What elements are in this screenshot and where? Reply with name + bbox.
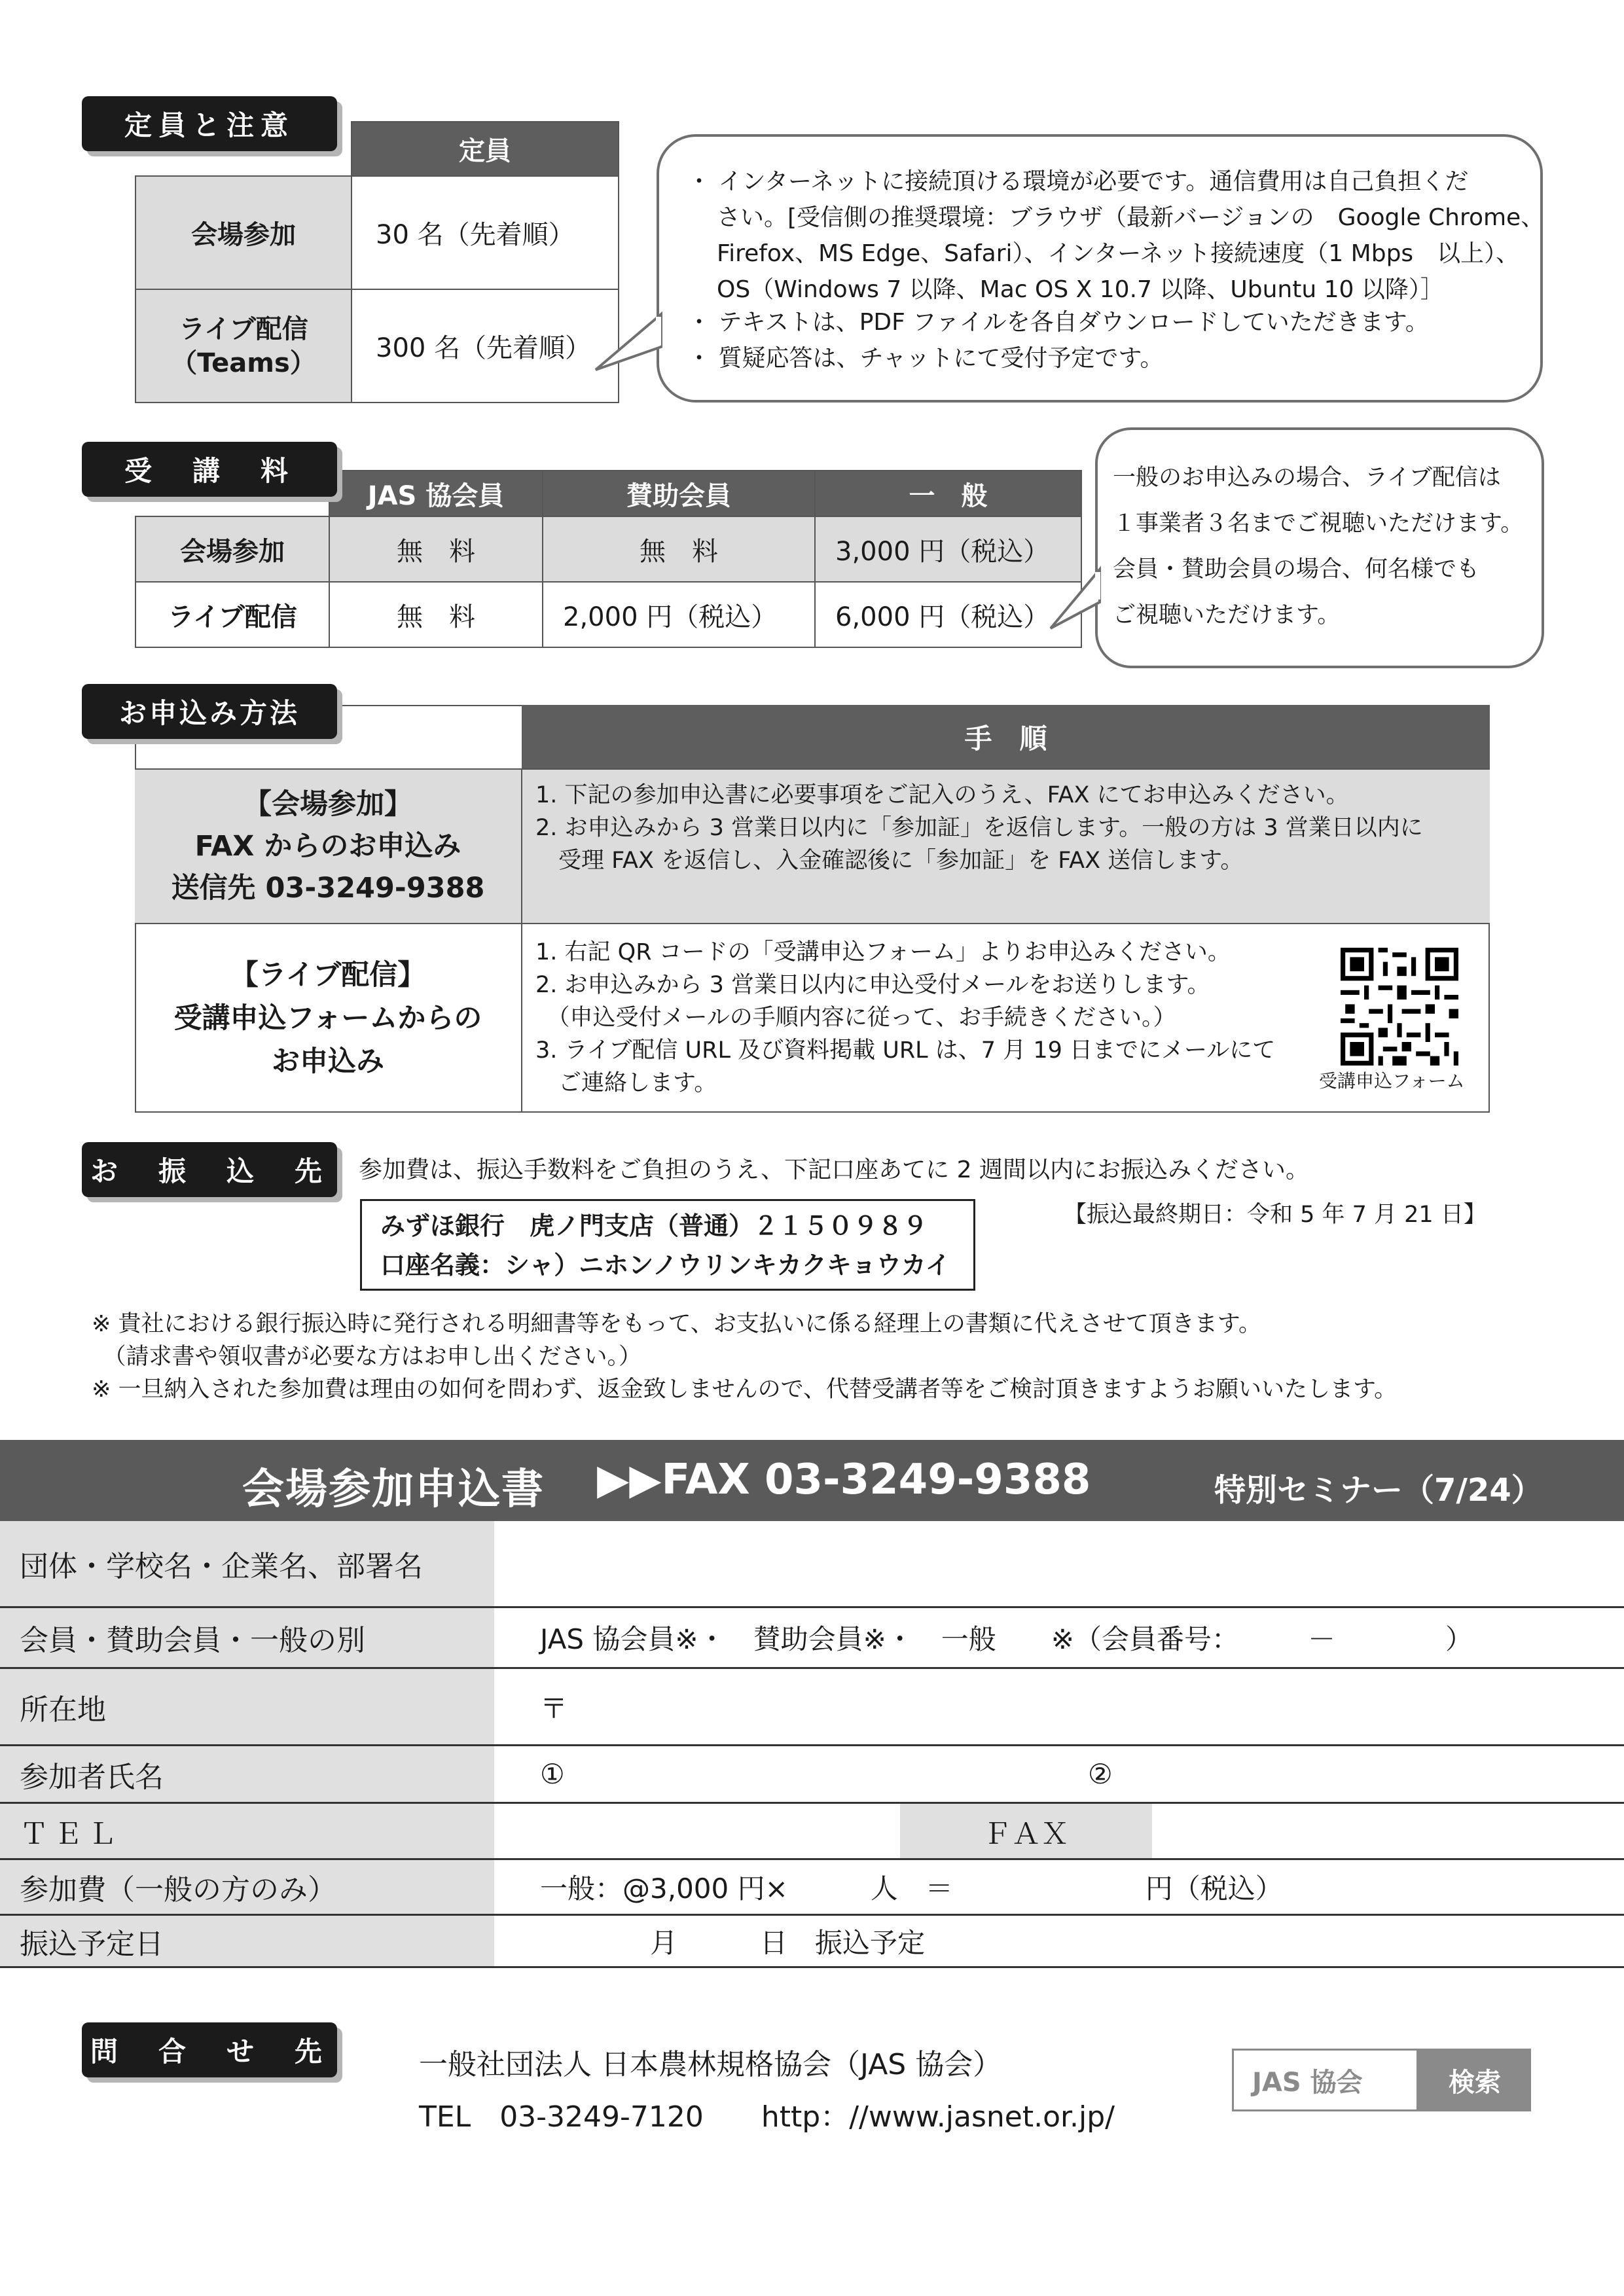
form-row-label: 会員・賛助会員・一般の別 [0, 1608, 494, 1667]
apply-step: ご連絡します。 [535, 1070, 717, 1096]
apply-step: （申込受付メールの手順内容に従って、お手続きください。） [535, 1005, 1176, 1031]
form-row-label: 団体・学校名・企業名、部署名 [0, 1521, 494, 1606]
participant-name-field[interactable]: ① [540, 1758, 565, 1790]
apply-step: 1. 下記の参加申込書に必要事項をご記入のうえ、FAX にてお申込みください。 [535, 782, 1349, 808]
capacity-note: さい。[受信側の推奨環境：ブラウザ（最新バージョンの Google Chrome、 [717, 204, 1545, 231]
apply-step: 2. お申込みから 3 営業日以内に「参加証」を返信します。一般の方は 3 営業日以内に [535, 815, 1423, 841]
apply-step: 3. ライブ配信 URL 及び資料掲載 URL は、7 月 19 日までにメールにて [535, 1037, 1276, 1064]
capacity-row-name: 会場参加 [135, 176, 352, 289]
form-row-label: 所在地 [0, 1669, 494, 1744]
fee-note: ご視聴いただけます。 [1113, 602, 1341, 628]
form-table [0, 1521, 1624, 1966]
search-button[interactable]: 検索 [1418, 2049, 1531, 2111]
form-row-label: ＴＥＬ [0, 1804, 494, 1858]
capacity-note: ・ テキストは、PDF ファイルを各自ダウンロードしていただきます。 [687, 309, 1429, 336]
capacity-note: OS（Windows 7 以降、Mac OS X 10.7 以降、Ubuntu 10 以降）］ [717, 276, 1444, 303]
form-row-label: 振込予定日 [0, 1916, 494, 1966]
capacity-table [135, 121, 619, 403]
fee-cell: 無 料 [543, 516, 815, 582]
membership-field[interactable]: JAS 協会員※・ 賛助会員※・ 一般 ※（会員番号： － ） [540, 1623, 1473, 1655]
fee-cell: 3,000 円（税込） [815, 516, 1081, 582]
transfer-intro: 参加費は、振込手数料をご負担のうえ、下記口座あてに 2 週間以内にお振込みください。 [359, 1157, 1309, 1183]
form-row-label: 参加費（一般の方のみ） [0, 1860, 494, 1914]
form-seminar: 特別セミナー（7/24） [1214, 1472, 1543, 1509]
form-banner [0, 1440, 1624, 1521]
search-input[interactable]: JAS 協会 [1232, 2049, 1418, 2111]
fax-field[interactable] [1152, 1804, 1624, 1858]
fee-note: １事業者３名までご視聴いただけます。 [1113, 511, 1524, 537]
fee-cell: 6,000 円（税込） [815, 582, 1081, 647]
fee-header: 一 般 [815, 471, 1081, 516]
capacity-row-name: ライブ配信 （Teams） [135, 289, 352, 403]
form-fax: ▶▶FAX 03-3249-9388 [597, 1456, 1091, 1504]
bank-line: 口座名義：シャ）ニホンノウリンキカクキョウカイ [380, 1251, 950, 1280]
apply-row-name: 【ライブ配信】 受講申込フォームからの お申込み [173, 959, 482, 1078]
transfer-note: （請求書や領収書が必要な方はお申し出ください。） [92, 1344, 642, 1370]
section-label-transfer: お 振 込 先 [82, 1142, 337, 1197]
apply-step: 1. 右記 QR コードの「受講申込フォーム」よりお申込みください。 [535, 939, 1231, 965]
fee-cell: 無 料 [329, 582, 543, 647]
fee-row-name: ライブ配信 [135, 582, 329, 647]
transfer-note: ※ 貴社における銀行振込時に発行される明細書等をもって、お支払いに係る経理上の書類に代えさせて頂きます。 [92, 1311, 1261, 1337]
section-label-capacity: 定員と注意 [82, 96, 337, 151]
participant-name-field[interactable]: ② [1088, 1758, 1113, 1790]
bank-account-box [360, 1199, 975, 1291]
capacity-note: ・ インターネットに接続頂ける環境が必要です。通信費用は自己負担くだ [687, 168, 1469, 195]
transfer-deadline: 【振込最終期日：令和 5 年 7 月 21 日】 [1064, 1202, 1487, 1228]
qr-caption: 受講申込フォーム [1319, 1070, 1465, 1092]
capacity-header: 定員 [352, 122, 619, 176]
contact-tel-url: TEL 03-3249-7120 http：//www.jasnet.or.jp/ [419, 2100, 1115, 2134]
transfer-date-field[interactable]: 月 日 振込予定 [540, 1926, 926, 1959]
form-row-label: 参加者氏名 [0, 1746, 494, 1802]
contact-org: 一般社団法人 日本農林規格協会（JAS 協会） [419, 2048, 1002, 2081]
fee-row-name: 会場参加 [135, 516, 329, 582]
apply-row-name: 【会場参加】 FAX からのお申込み 送信先 03-3249-9388 [171, 788, 485, 905]
section-label-apply: お申込み方法 [82, 684, 337, 739]
fee-note: 会員・賛助会員の場合、何名様でも [1113, 556, 1480, 583]
organization-field[interactable] [494, 1521, 1624, 1606]
capacity-note: Firefox、MS Edge、Safari）、インターネット接続速度（1 Mbps 以上）、 [717, 240, 1520, 267]
transfer-note: ※ 一旦納入された参加費は理由の如何を問わず、返金致しませんので、代替受講者等をご検討頂きますようお願いいたします。 [92, 1376, 1398, 1403]
capacity-note: ・ 質疑応答は、チャットにて受付予定です。 [687, 345, 1164, 372]
apply-step: 受理 FAX を返信し、入金確認後に「参加証」を FAX 送信します。 [535, 848, 1244, 874]
fee-amount-field[interactable]: 一般：@3,000 円× 人 ＝ 円（税込） [540, 1873, 1283, 1905]
section-label-fee: 受 講 料 [82, 442, 337, 497]
apply-step: 2. お申込みから 3 営業日以内に申込受付メールをお送りします。 [535, 972, 1210, 998]
capacity-row-value: 300 名（先着順） [352, 289, 619, 403]
capacity-row-value: 30 名（先着順） [352, 176, 619, 289]
fee-cell: 2,000 円（税込） [543, 582, 815, 647]
fee-note: 一般のお申込みの場合、ライブ配信は [1113, 465, 1501, 491]
bubble-tail [1047, 563, 1106, 635]
fee-header: 賛助会員 [543, 471, 815, 516]
bank-line: みずほ銀行 虎ノ門支店（普通）２１５０９８９ [380, 1211, 928, 1240]
fee-header: JAS 協会員 [329, 471, 543, 516]
section-label-contact: 問 合 せ 先 [82, 2022, 337, 2077]
qr-code-icon[interactable] [1341, 948, 1458, 1066]
form-title: 会場参加申込書 [242, 1465, 545, 1514]
bubble-tail [589, 308, 668, 386]
fee-cell: 無 料 [329, 516, 543, 582]
tel-field[interactable] [494, 1804, 900, 1858]
fax-label: ＦＡＸ [900, 1804, 1152, 1858]
address-field[interactable]: 〒 [540, 1692, 568, 1725]
apply-header: 手 順 [522, 705, 1490, 768]
